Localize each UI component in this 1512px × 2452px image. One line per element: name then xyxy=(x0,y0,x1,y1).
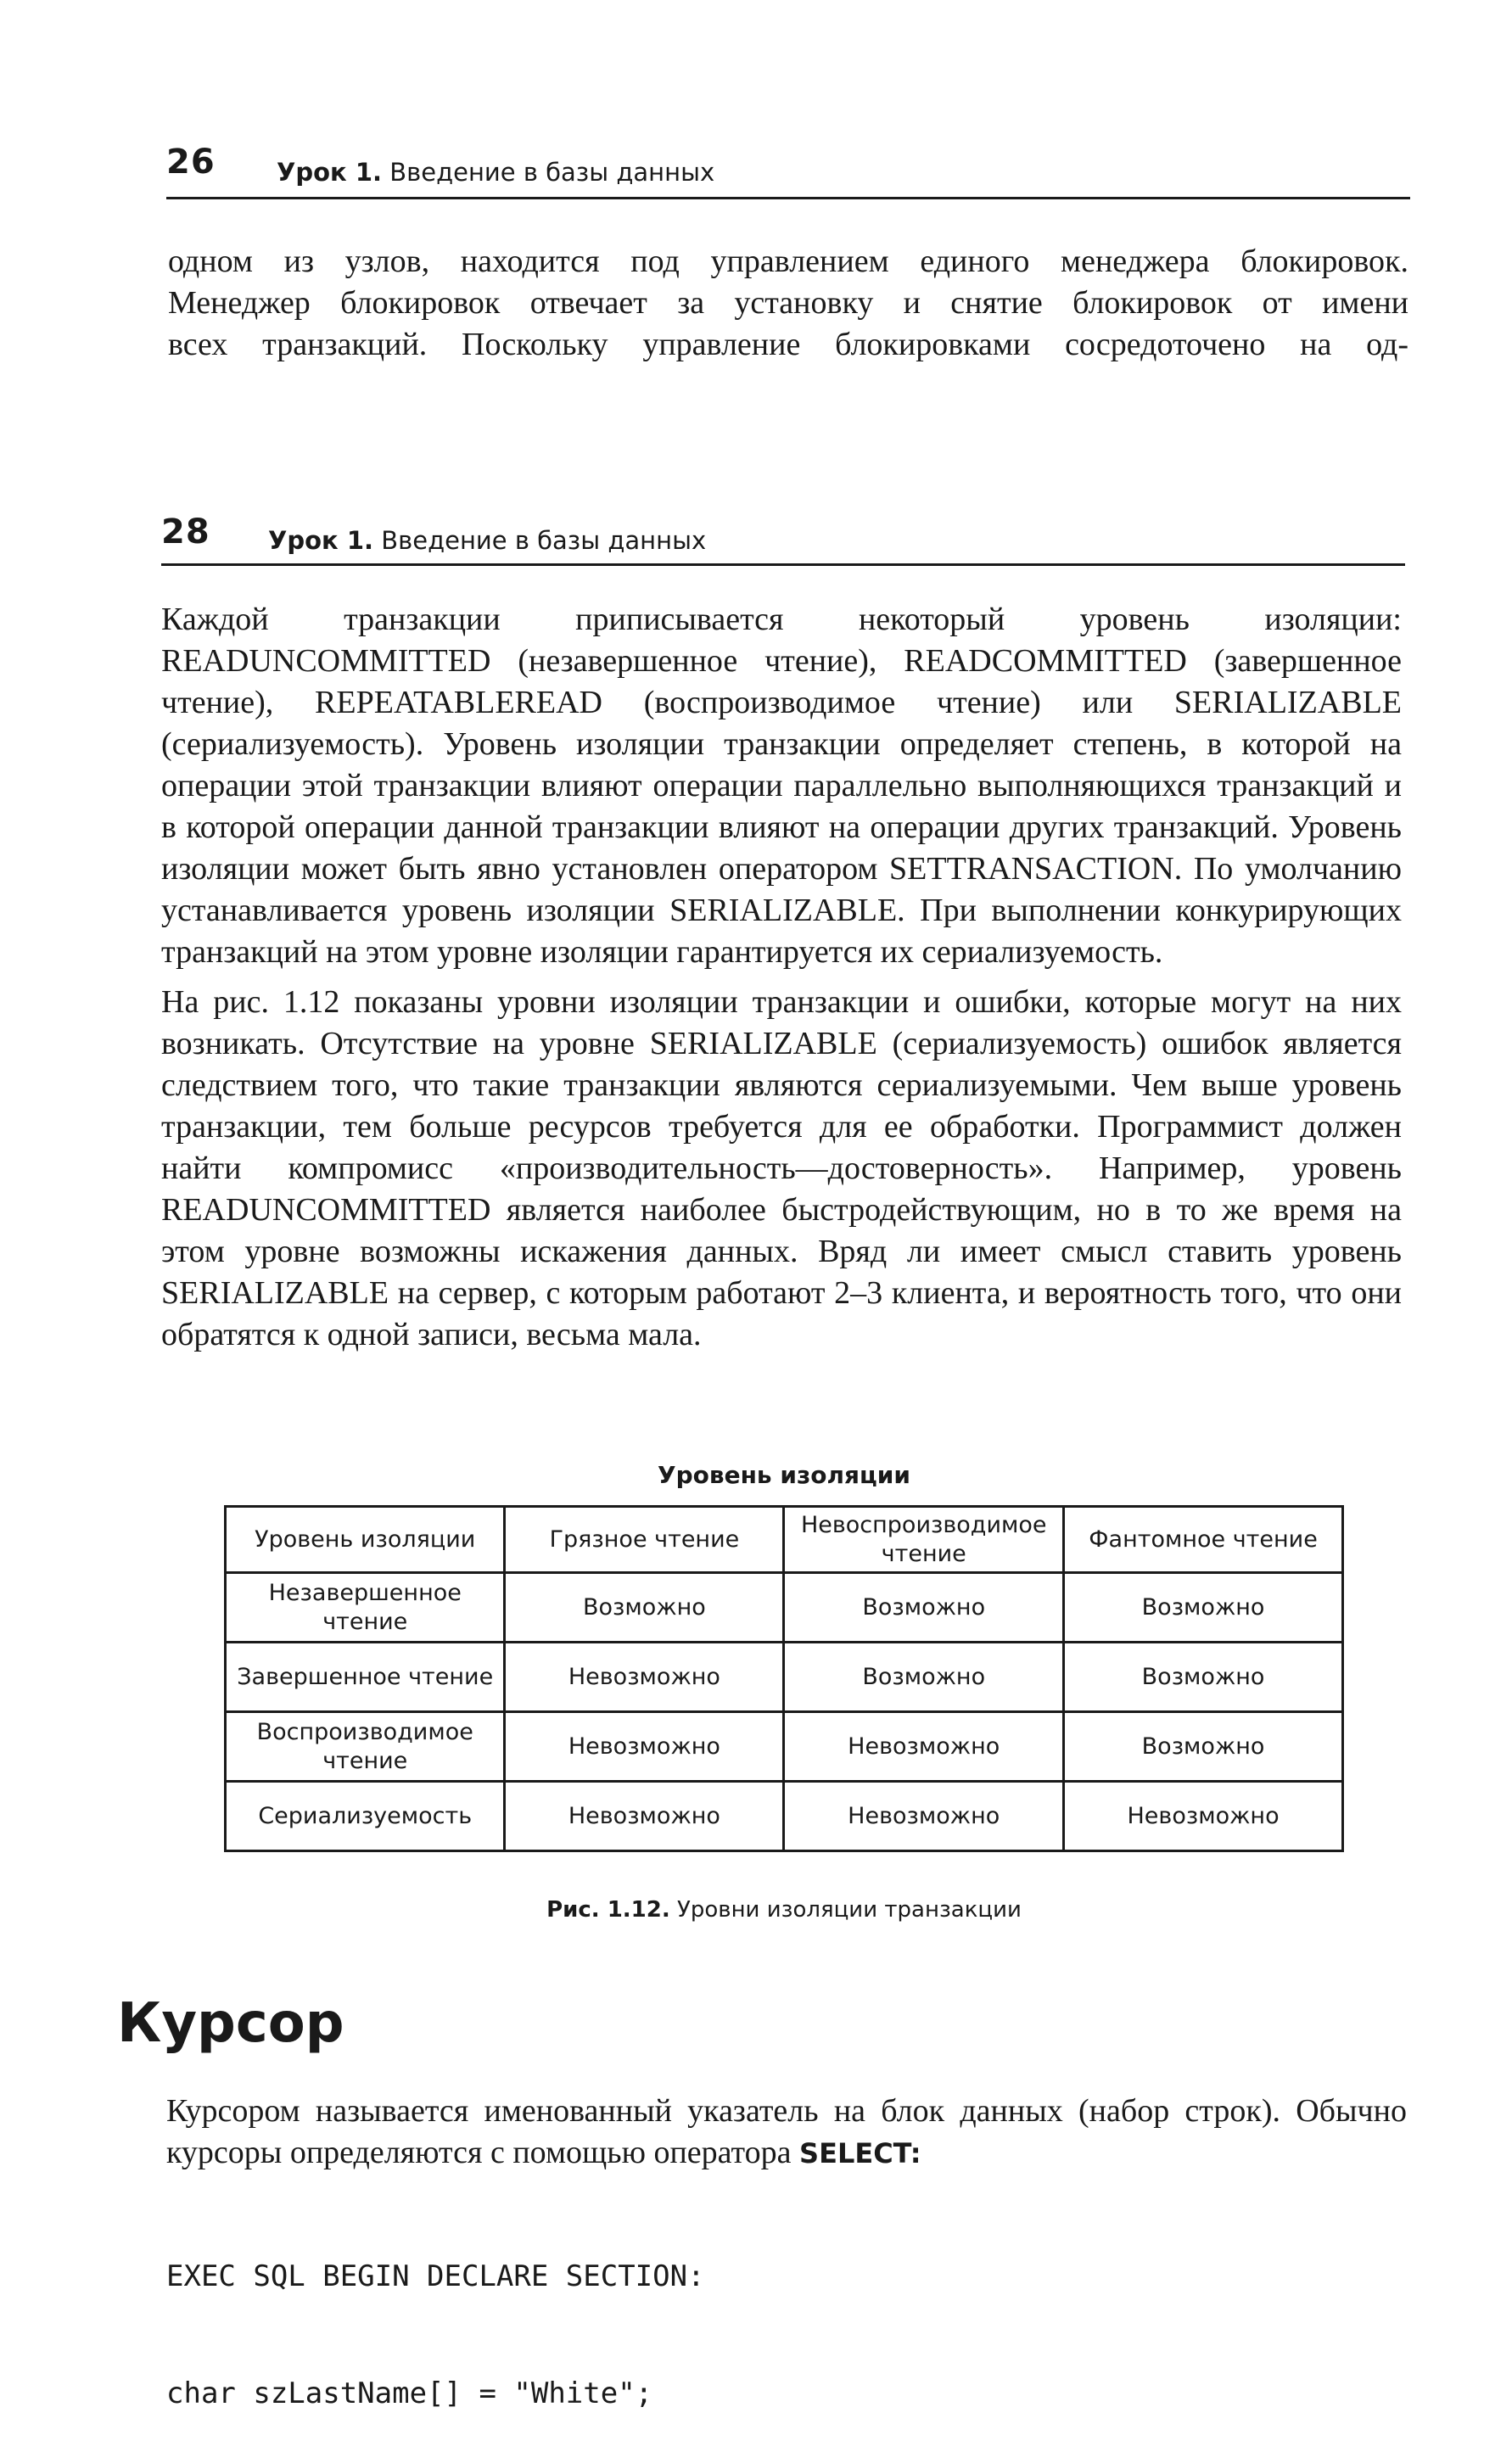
page-title: Введение в базы данных xyxy=(381,526,707,555)
table-cell: Завершенное чтение xyxy=(226,1643,505,1712)
table-row xyxy=(226,1573,1343,1643)
prev-page-text xyxy=(168,241,1408,368)
table-cell: Невозможно xyxy=(505,1712,784,1782)
table-row xyxy=(226,1643,1343,1712)
prev-page-number: 26 xyxy=(166,143,216,182)
figure-caption xyxy=(224,1897,1344,1923)
table-cell: Возможно xyxy=(1064,1573,1343,1643)
code-block xyxy=(166,2179,705,2452)
prev-page-line: Менеджер блокировок отвечает за установку и снятие блокировок от имени xyxy=(168,285,1408,321)
table-cell: Возможно xyxy=(1064,1643,1343,1712)
prev-page-lesson: Урок 1. xyxy=(277,158,383,187)
table-cell: Сериализуемость xyxy=(226,1782,505,1851)
header-cell: Уровень изоляции xyxy=(226,1507,505,1573)
page-header-rule xyxy=(161,563,1405,566)
table-cell: Невозможно xyxy=(505,1643,784,1712)
section-intro xyxy=(166,2091,1407,2175)
code-line: EXEC SQL BEGIN DECLARE SECTION: xyxy=(166,2259,705,2293)
figure-caption-label: Рис. 1.12. xyxy=(546,1897,670,1923)
header-cell: Невоспроизводимое чтение xyxy=(784,1507,1064,1573)
table-cell: Незавершенное чтение xyxy=(226,1573,505,1643)
page-number: 28 xyxy=(161,512,210,551)
paragraph: Каждой транзакции приписывается некоторый уровень изоляции: READUNCOMMITTED (незавершенное чтение), READCOMMITTED (завершенное чтение), REPEATABLEREAD (воспроизводимое чтение) или SERIALIZABLE (сериализуемость). Уровень изоляции транзакции определяет степень, в которой на операции этой транзакции влияют операции параллельно выполняющихся транзакций и в которой операции данной транзакции влияют на операции других транзакций. Уровень изоляции может быть явно установлен оператором SETTRANSACTION. По умолчанию устанавливается уровень изоляции SERIALIZABLE. При выполнении конкурирующих транзакций на этом уровне изоляции гарантируется их сериализуемость. xyxy=(161,602,1402,970)
table-header-row xyxy=(226,1507,1343,1573)
prev-page-header-rule xyxy=(166,197,1410,199)
figure-caption-text: Уровни изоляции транзакции xyxy=(676,1897,1022,1923)
header-cell: Грязное чтение xyxy=(505,1507,784,1573)
body-text xyxy=(161,599,1402,1356)
prev-page-line: всех транзакций. Поскольку управление блокировками сосредоточено на од- xyxy=(168,327,1408,362)
table-cell: Невозможно xyxy=(784,1712,1064,1782)
table-row xyxy=(226,1782,1343,1851)
prev-page-title: Введение в базы данных xyxy=(389,158,715,187)
table-cell: Возможно xyxy=(784,1643,1064,1712)
table-cell: Невозможно xyxy=(784,1782,1064,1851)
prev-page-header xyxy=(277,158,714,187)
prev-page-line: одном из узлов, находится под управлением единого менеджера блокировок. xyxy=(168,244,1408,279)
table-cell: Возможно xyxy=(505,1573,784,1643)
table-cell: Невозможно xyxy=(505,1782,784,1851)
paragraph: На рис. 1.12 показаны уровни изоляции транзакции и ошибки, которые могут на них возникать. Отсутствие на уровне SERIALIZABLE (сериализуемость) ошибок является следствием того, что такие транзакции являются сериализуемыми. Чем выше уровень транзакции, тем больше ресурсов требуется для ее обработки. Программист должен найти компромисс «производительность—достоверность». Например, уровень READUNCOMMITTED является наиболее быстродействующим, но в то же время на этом уровне возможны искажения данных. Вряд ли имеет смысл ставить уровень SERIALIZABLE на сервер, с которым работают 2–3 клиента, и вероятность того, что они обратятся к одной записи, весьма мала. xyxy=(161,984,1402,1352)
header-cell: Фантомное чтение xyxy=(1064,1507,1343,1573)
page-lesson: Урок 1. xyxy=(268,526,374,555)
table-cell: Возможно xyxy=(1064,1712,1343,1782)
section-title: Курсор xyxy=(117,1992,344,2055)
table-row xyxy=(226,1712,1343,1782)
figure-title: Уровень изоляции xyxy=(658,1461,910,1489)
table-cell: Возможно xyxy=(784,1573,1064,1643)
isolation-table xyxy=(224,1505,1344,1852)
section-intro-text: Курсором называется именованный указатель на блок данных (набор строк). Обычно курсоры определяются с помощью оператора xyxy=(166,2093,1407,2170)
page-header xyxy=(268,526,706,555)
code-line: char szLastName[] = "White"; xyxy=(166,2376,653,2410)
table-cell: Воспроизводимое чтение xyxy=(226,1712,505,1782)
table-cell: Невозможно xyxy=(1064,1782,1343,1851)
section-intro-keyword: SELECT: xyxy=(799,2137,921,2169)
